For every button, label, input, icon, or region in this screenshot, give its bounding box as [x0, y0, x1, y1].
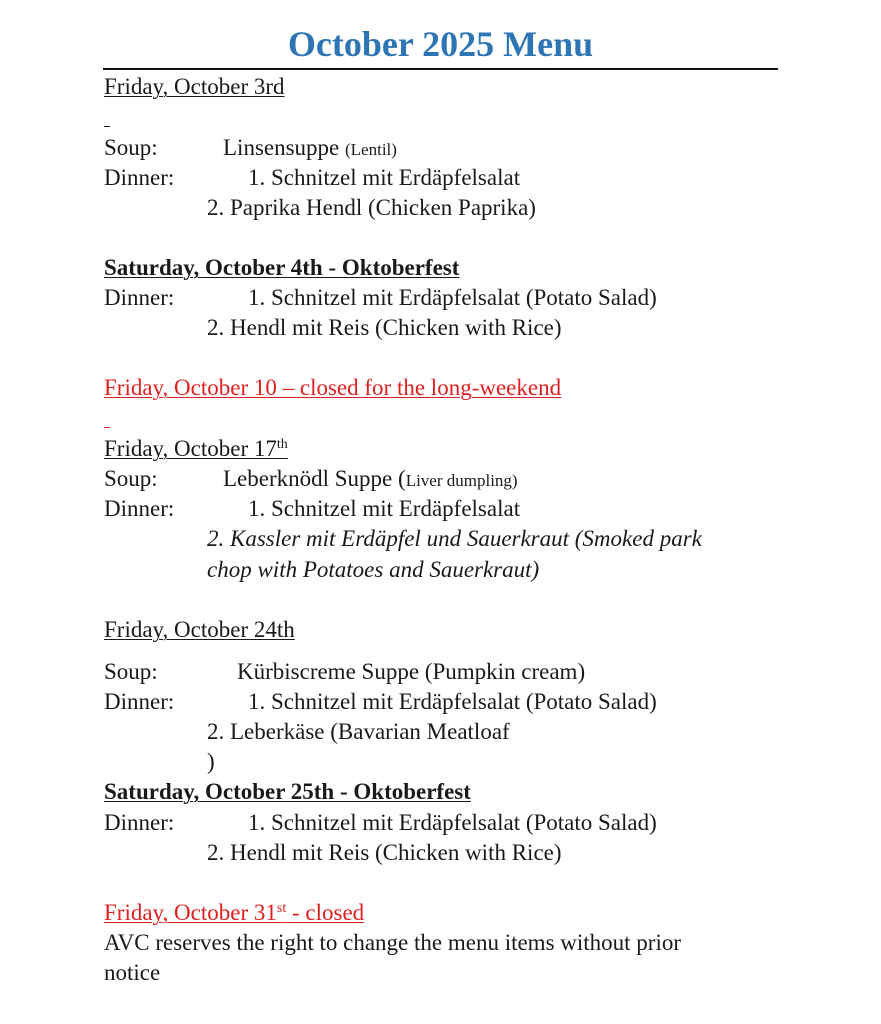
oct24-dinner-label: Dinner:	[104, 689, 175, 714]
oct17-heading	[104, 434, 288, 464]
disclaimer-line-1: AVC reserves the right to change the menu items without prior	[104, 930, 682, 955]
oct4-dinner-label: Dinner:	[104, 285, 175, 310]
oct24-item-1: 1. Schnitzel mit Erdäpfelsalat (Potato Salad)	[248, 689, 657, 714]
oct17-soup	[223, 464, 518, 496]
oct25-dinner-label: Dinner:	[104, 810, 175, 835]
oct24-item-2-line-2: )	[207, 749, 215, 774]
oct25-item-1: 1. Schnitzel mit Erdäpfelsalat (Potato Salad)	[248, 810, 657, 835]
oct31-notice-tail: - closed	[286, 900, 365, 925]
oct17-heading-sup: th	[276, 437, 288, 452]
oct17-item-1: 1. Schnitzel mit Erdäpfelsalat	[248, 496, 521, 521]
oct4-item-1: 1. Schnitzel mit Erdäpfelsalat (Potato Salad)	[248, 285, 657, 310]
oct3-dinner-label: Dinner:	[104, 165, 175, 190]
oct17-item-2-line-1: 2. Kassler mit Erdäpfel und Sauerkraut (Smoked park	[207, 526, 702, 551]
oct3-item-2: 2. Paprika Hendl (Chicken Paprika)	[207, 195, 536, 220]
oct25-heading: Saturday, October 25th - Oktoberfest	[104, 779, 471, 804]
oct3-soup-label: Soup:	[104, 135, 158, 160]
oct10-closed-notice: Friday, October 10 – closed for the long-weekend	[104, 375, 562, 400]
title-rule	[103, 68, 778, 70]
oct31-notice-main: Friday, October 31	[104, 900, 277, 925]
oct24-heading: Friday, October 24th	[104, 617, 295, 642]
oct4-item-2: 2. Hendl mit Reis (Chicken with Rice)	[207, 315, 562, 340]
oct17-heading-main: Friday, October 17	[104, 436, 277, 461]
oct3-item-1: 1. Schnitzel mit Erdäpfelsalat	[248, 165, 521, 190]
oct25-item-2: 2. Hendl mit Reis (Chicken with Rice)	[207, 840, 562, 865]
oct3-soup-note: (Lentil)	[345, 140, 397, 159]
spacer-underline	[104, 427, 110, 428]
oct3-soup	[223, 133, 397, 165]
disclaimer-line-2: notice	[104, 960, 161, 985]
oct24-item-2-line-1: 2. Leberkäse (Bavarian Meatloaf	[207, 719, 510, 744]
spacer-underline	[104, 126, 110, 127]
oct4-heading: Saturday, October 4th - Oktoberfest	[104, 255, 460, 280]
oct24-soup-label: Soup:	[104, 659, 158, 684]
oct17-dinner-label: Dinner:	[104, 496, 175, 521]
oct31-closed-notice	[104, 898, 364, 928]
page-title: October 2025 Menu	[287, 24, 594, 64]
oct17-soup-label: Soup:	[104, 466, 158, 491]
oct31-notice-sup: st	[276, 901, 287, 916]
oct3-heading: Friday, October 3rd	[104, 74, 285, 99]
oct3-soup-name: Linsensuppe	[223, 135, 340, 160]
oct17-item-2-line-2: chop with Potatoes and Sauerkraut)	[207, 557, 540, 582]
oct24-soup-name: Kürbiscreme Suppe (Pumpkin cream)	[237, 659, 586, 684]
oct17-soup-note: Liver dumpling)	[405, 471, 518, 490]
oct17-soup-name: Leberknödl Suppe (	[223, 466, 406, 491]
